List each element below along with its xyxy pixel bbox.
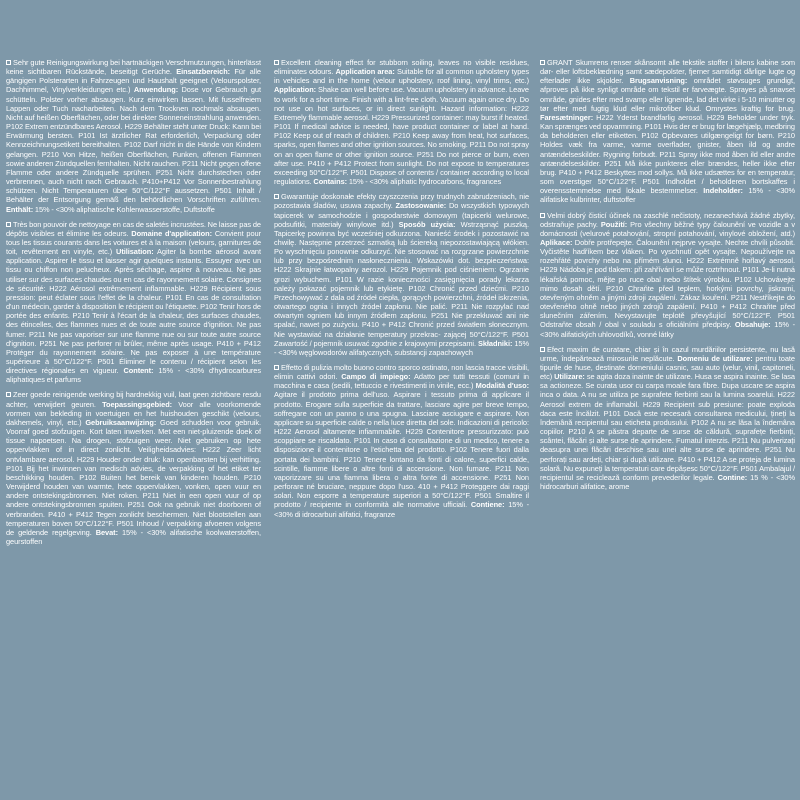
intro-text: Velmi dobrý čisticí účinek na zaschlé nečistoty, nezanechává žádné zbytky, odstraňuje pachy.: [540, 210, 795, 229]
application-area-text: Voor alle voorkomende vormen van bekleding in voertuigen en het huishouden geschikt (velours, dakhemels, vinyl, etc.): [6, 399, 261, 427]
column-middle: [274, 58, 529, 742]
usage-text: Agiter la bombe aérosol avant application. Aspirer le tissu et laisser agir quelques instants. Essuyer avec un tissu ou chiffon non pelucheux. Après séchage, aspirer à nouveau. Ne pas utiliser sur des surfaces chaudes ou en cas de rayonnement solaire. Consignes de sécurité: H222 Aérosol extrêmement inflammable. H229 Récipient sous pression: peut éclater sous l'effet de la chaleur. P101 En cas de consultation d'un médecin, garder à disposition le récipient ou l'étiquette. P102 Tenir hors de portée des enfants. P210 Tenir à l'écart de la chaleur, des surfaces chaudes, des étincelles, des flammes nues et de toute autre source d'ignition. Ne pas fumer. P211 Ne pas vaporiser sur une flamme nue ou sur toute autre source d'ignition. P251 Ne pas perforer ni brûler, même après usage. P410 + P412 Protéger du rayonnement solaire. Ne pas exposer à une température supérieure à 50°C/122°F. P501 Éliminer le contenu / récipient selon les directives régionales en vigueur.: [6, 247, 261, 376]
heading-contents: Content:: [123, 366, 154, 376]
heading-usage: Brugsanvisning:: [629, 76, 688, 86]
language-flag-icon: [274, 365, 279, 370]
heading-usage: Sposób użycia:: [398, 219, 456, 229]
heading-application-area: Toepassingsgebied:: [102, 399, 173, 409]
section-danish: [540, 58, 795, 205]
heading-usage: Modalità d'uso:: [475, 381, 529, 391]
contents-text: 15% - <30% aliphatic hydrocarbons, fragrances: [347, 177, 502, 187]
intro-text: GRANT Skumrens renser skånsomt alle tekstile stoffer i bilens kabine som dør- eller loftsbeklædning samt sædepolster, fjerner samtidigt dårlige lugte og efterlader ikke skjolder.: [540, 58, 795, 86]
contents-text: 15% - <30% alifatických uhlovodíků, vonné látky: [540, 320, 795, 339]
heading-usage: Application:: [274, 85, 317, 95]
column-right: [540, 58, 795, 742]
intro-text: Zeer goede reinigende werking bij hardnekkig vuil, laat geen zichtbare resdu achter, verwijdert geuren.: [6, 390, 261, 409]
heading-application-area: Domaine d'application:: [131, 228, 213, 238]
heading-application-area: Application area:: [335, 67, 395, 77]
heading-contents: Contine:: [717, 472, 748, 482]
heading-contents: Contains:: [313, 177, 348, 187]
hazard-text: H222 Yderst brandfarlig aerosol. H229 Beholder under tryk. Kan sprænges ved opvarmning. P101 Hvis der er brug for lægehjælp, medbring da beholderen eller etiketten. P102 Opbevares utilgængeligt for børn. P210 Holdes væk fra varme, varme overflader, gnister, åben ild og andre antændelseskilder. Rygning forbudt. P211 Spray ikke mod åben ild eller andre antændelseskilder. P251 Må ikke punkteres eller brændes, heller ikke efter brug. P410 + P412 Beskyttes mod sollys. Må ikke udsættes for en temperatur, som overstiger 50°C/122°F. P501 Indholdet / beholderen bortskaffes i overensstemmelse med lokale bestemmelser.: [540, 112, 795, 196]
application-area-text: Pro všechny běžné typy čalounění ve vozidle a v domácnosti (velurové potahování, stropní potahování, vinylové obložení, atd.): [540, 219, 795, 238]
language-flag-icon: [274, 194, 279, 199]
contents-text: 15% - <30% alifatische koolwaterstoffen, geurstoffen: [6, 527, 261, 546]
heading-application-area: Použití:: [600, 219, 628, 229]
heading-contents: Składniki:: [477, 338, 513, 348]
usage-text: Dose vor Gebrauch gut schütteln. Polster vorher absaugen. Kurz einwirken lassen. Mit fusselfreiem Lappen oder Tuch nacharbeiten. Nach dem Trocknen nochmals absaugen. Nicht auf heißen Oberflächen, oder bei direkter Sonneneinstrahlung anwenden. P102 Extrem entzündbares Aerosol. H229 Behälter steht unter Druck: Kann bei Erwärmung bersten. P101 Ist ärztlicher Rat erforderlich, Verpackung oder Kennzeichnungsetikett bereithalten. P102 Darf nicht in die Hände von Kindern gelangen. P210 Von Hitze, heißen Oberflächen, Funken, offenen Flammen sowie anderen Zündquellen fernhalten. Nicht rauchen. P211 Nicht gegen offene Flamme oder andere Zündquelle sprühen. P251 Nicht durchstechen oder verbrennen, auch nicht nach Gebrauch. P410+P412 Vor Sonnenbestrahlung schützen. Nicht Temperaturen über 50°C/122°F aussetzen. P501 Inhalt / Behälter der Entsorgung gemäß den behördlichen Vorschriften zuführen.: [6, 85, 261, 205]
intro-text: Excellent cleaning effect for stubborn soiling, leaves no visible residues, eliminates odours.: [274, 58, 529, 77]
language-flag-icon: [540, 213, 545, 218]
application-area-text: Adatto per tutti tessuti (comuni in macchina e casa (sedili, tettuccio e rivestimenti in vinile, ecc.): [274, 372, 529, 391]
intro-text: Efect maxim de curatare, chiar și în cazul murdăriilor persistente, nu lasă urme, îndepărtează mirosurile neplăcute.: [540, 344, 795, 363]
language-flag-icon: [6, 60, 11, 65]
heading-application-area: Einsatzbereich:: [176, 67, 231, 77]
application-area-text: Do wszystkich typowych tapicerek w samochodzie i gospodarstwie domowym (tapicerki welurowe, podsufitki, materiały winylowe itd.): [274, 201, 529, 229]
contents-text: 15% - <30% alifatiske kulbrinter, duftstoffer: [540, 186, 795, 205]
section-italian: [274, 363, 529, 519]
heading-usage: Utilisation:: [116, 247, 154, 257]
language-flag-icon: [274, 60, 279, 65]
language-flag-icon: [6, 392, 11, 397]
usage-text: Wstrząsnąć puszką. Tapicerkę powinna być wcześniej odkurzona. Nanieść środek i pozostawić na chwilę. Następnie przetrzeć szmatką lub ściereką niepozostawiającą włókien. Po wyschnięciu ponownie odkurzyć. Nie stosować na rozgrzane powierzchnie lub przy bezpośrednim nasłonecznieniu. Wskazówki dot. bezpieczeństwa: H222 Skrajnie łatwopalny aerozol. H229 Pojemnik pod ciśnieniem: Ogrzanie grozi wybuchem. P101 W razie konieczności zasięgnięcia porady lekarza należy pokazać pojemnik lub etykietę. P102 Chronić przed dziećmi. P210 Przechowywać z dala od źródeł ciepła, gorących powierzchni, źródeł iskrzenia, otwartego ognia i innych źródeł zapłonu. Nie palić. P211 Nie rozpylać nad otwartym ogniem lub innym źródłem zapłonu. P251 Nie przekłuwać ani nie spalać, nawet po zużyciu. P410 + P412 Chronić przed światłem słonecznym. Nie wystawiać na działanie temperatury przekrac- zającej 50°C/122°F. P501 Zawartość / pojemnik usuwać zgodnie z krajowymi przepisami.: [274, 219, 529, 348]
heading-contents: Contiene:: [470, 500, 505, 510]
contents-text: 15% - <30% aliphatische Kohlenwasserstoffe, Duftstoffe: [33, 204, 215, 214]
section-english: [274, 58, 529, 186]
usage-text: Agitare il prodotto prima dell'uso. Aspirare i tessuto prima di applicare il prodotto. Erogare sulla superficie da trattare, lasciare agire per breve tempo, soffregare con un panno o una spugna. Lasciare asciugare e aspirare. Non applicare su superficie calde o nella luce diretta del sole. Indicazioni di pericolo: H222 Aerosol altamente infiammabile. H229 Contenitore pressurizzato: può scoppiare se riscaldato. P101 In caso di consultazione di un medico, tenere a disposizione il contenitore o l'etichetta del prodotto. P102 Tenere fuori dalla portata dei bambini. P210 Tenere lontano da fonti di calore, superfici calde, scintille, fiamme libere o altre fonti di accensione. Non fumare. P211 Non vaporizzare su una fiamma libera o altra fonte di accensione. P251 Non perforare né bruciare, neppure dopo l'uso. 410 + P412 Proteggere dai raggi solari. Non esporre a temperature superiori a 50°C/122°F. P501 Smaltire il prodotto / recipiente in conformità alle normative ufficiali.: [274, 390, 529, 510]
usage-text: området støvsuges grundigt, afproves på ikke synligt område om tekstil er farveægte. Sprayes på snavset område, gnides efter med svamp eller lignende, lad det virke i 5-10 minutter og tør efter med fugtig klud eller mikrofiber klud. Omrystes kraftig for brug.: [540, 76, 795, 113]
language-flag-icon: [540, 60, 545, 65]
section-polish: [274, 192, 529, 357]
label-panel: [0, 52, 800, 745]
intro-text: Très bon pouvoir de nettoyage en cas de saletés incrustées. Ne laisse pas de dépôts visibles et élimine les odeurs.: [6, 219, 261, 238]
usage-text: se agita doza inainte de utilizare. Husa se aspira inainte. Se lasa sa actioneze. Se curata usor cu carpa moale fara fibre. Dupa uscare se aspira inca o data. A nu se utiliza pe suprafete fierbinti sau la lumina soarelui. H222 Aerosol extrem de inflamabil. H229 Recipient sub presiune: poate exploda daca este încălzit. P101 Dacă este necesară consultarea medicului, țineți la îndemână recipientul sau eticheta produsului. P102 A nu se lăsa la îndemâna copiilor. P210 A se păstra departe de surse de căldură, suprafețe fierbinți, scântei, flăcări și alte surse de aprindere. Fumatul interzis. P211 Nu pulverizați deasupra unei flăcări deschise sau unei alte surse de aprindere. P251 Nu perforați sau ardeți, chiar și după utilizare. P410 + P412 A se proteja de lumina solară. Nu expuneți la temperaturi care depășesc 50°C/122°F. P501 Ambalajul / recipientul se reciclează conform prevederilor legale.: [540, 372, 795, 482]
application-area-text: Suitable for all common upholstery types in vehicles and in the home (velour upholstery, roof lining, vinyl trims, etc.): [274, 67, 529, 86]
application-area-text: Für alle gängigen Polsterarten in Fahrzeugen und Haushalt geeignet (Velourspolster, Dachhimmel, Vinylverkleidungen etc.): [6, 67, 261, 95]
heading-application-area: Zastosowanie:: [395, 201, 447, 211]
intro-text: Gwarantuje doskonałe efekty czyszczenia przy trudnych zabrudzeniach, nie pozostawia śladów, usuwa zapachy.: [274, 192, 529, 211]
heading-hazard-statements: Faresætninger:: [540, 112, 594, 122]
heading-application-area: Domeniu de utilizare:: [677, 353, 753, 363]
section-romanian: [540, 345, 795, 492]
section-french: [6, 220, 261, 385]
usage-text: Shake can well before use. Vacuum upholstery in advance. Leave to work for a short time. Finish with a lint-free cloth. Vacuum again once dry. Do not use on hot surfaces, or in direct sunlight. Hazard information: H222 Extremely flammable aerosol. H229 Pressurized container: may burst if heated. P101 If medical advice is needed, have product container or label at hand. P102 Keep out of reach of children. P210 Keep away from heat, hot surfaces, sparks, open flames and other ignition sources. No smoking. P211 Do not spray on an open flame or other ignition source. P251 Do not pierce or burn, even after use. P410 + P412 Protect from sunlight. Do not expose to temperatures exceeding 50°C/122°F. P501 Dispose of contents / container according to local regulations.: [274, 85, 529, 187]
section-dutch: [6, 390, 261, 546]
language-flag-icon: [6, 222, 11, 227]
heading-contents: Enthält:: [6, 204, 34, 214]
application-area-text: Convient pour tous les tissus courants dans les voitures et à la maison (velours, garnitures de toit, revêtement en vinyle, etc.): [6, 228, 261, 257]
section-czech: [540, 211, 795, 339]
usage-text: Dobře protřepejte. Čalounění nejprve vysajte. Nechte chvíli působit. Vyčistěte hadříkem bez vláken. Po vyschnutí opět vysajte. Nepoužívejte na rozehřáté povrchy nebo na přímém slunci. H222 Extrémně hořlavý aerosol. H229 Nádoba je pod tlakem: při zahřívání se může roztrhnout. P101 Je-li nutná lékařská pomoc, mějte po ruce obal nebo štítek výrobku. P102 Uchovávejte mimo dosah dětí. P210 Chraňte před teplem, horkými povrchy, jiskrami, otevřeným ohněm a jinými zdroji zapálení. Zákaz kouření. P211 Nestříkejte do otevřeného ohně nebo jiných zdrojů zapálení. P410 + P412 Chraňte před slunečním zářením. Nevystavujte teplotě převyšující 50°C/122°F. P501 Odstraňte obsah / obal v souladu s oficiálními předpisy.: [540, 237, 795, 330]
heading-usage: Anwendung:: [133, 85, 179, 95]
section-german: [6, 58, 261, 214]
intro-text: Sehr gute Reinigungswirkung bei hartnäckigen Verschmutzungen, hinterlässt keine sichtbaren Rückstände, beseitigt Gerüche.: [6, 58, 261, 77]
contents-text: 15% - <30% węglowodorów alifatycznych, substancji zapachowych: [274, 338, 529, 357]
application-area-text: pentru toate tipurile de huse, destinate domeniului casnic, sau auto (velur, vinil, capitoneli, etc): [540, 353, 795, 382]
contents-text: 15% - <30% di idrocarburi alifatici, fragranze: [274, 500, 529, 519]
heading-contents: Obsahuje:: [734, 320, 771, 330]
heading-usage: Utilizare:: [554, 372, 585, 382]
contents-text: 15 % - <30% hidrocarburi alifatice, arome: [540, 472, 795, 492]
heading-usage: Aplikace:: [540, 237, 573, 247]
heading-contents: Indeholder:: [703, 186, 743, 196]
intro-text: Effetto di pulizia molto buono contro sporco ostinato, non lascia tracce visibili, elimin cattivi odori.: [274, 363, 529, 382]
usage-text: Goed schudden voor gebruik. Voorraf goed stofzuigen. Kort laten inwerken. Met een niet-pluizende doek of tissue napoetsen. Na drogen, stofzuigen weer. Niet gebruiken op hete oppervlakken of in direct zonlicht. Veiligheidsadvies: H222 Zeer licht ontvlambare aerosol. H229 Houder onder druk: kan openbarsten bij verhitting. P101 Bij het inwinnen van medisch advies, de verpakking of het etiket ter beschikking houden. P102 Buiten het bereik van kinderen houden. P210 Verwijderd houden van warmte, hete oppervlakken, vonken, open vuur en andere ontstekingsbronnen. Niet roken. P211 Niet in een open vuur of op andere ontstekingsbronnen spuiten. P251 Ook na gebruik niet doorboren of verbranden. P410 + P412 Tegen zonlicht beschermen. Niet blootstellen aan temperaturen boven 50°C/122°F. P501 Inhoud / verpakking afvoeren volgens de geldende regelgeving.: [6, 417, 261, 537]
column-left: [6, 58, 261, 742]
heading-usage: Gebruiksaanwijzing:: [85, 417, 157, 427]
language-flag-icon: [540, 347, 545, 352]
heading-application-area: Campo di impiego:: [341, 372, 411, 382]
heading-contents: Bevat:: [95, 527, 118, 537]
contents-text: 15% - <30% d'hydrocarbures aliphatiques et parfums: [6, 366, 261, 385]
